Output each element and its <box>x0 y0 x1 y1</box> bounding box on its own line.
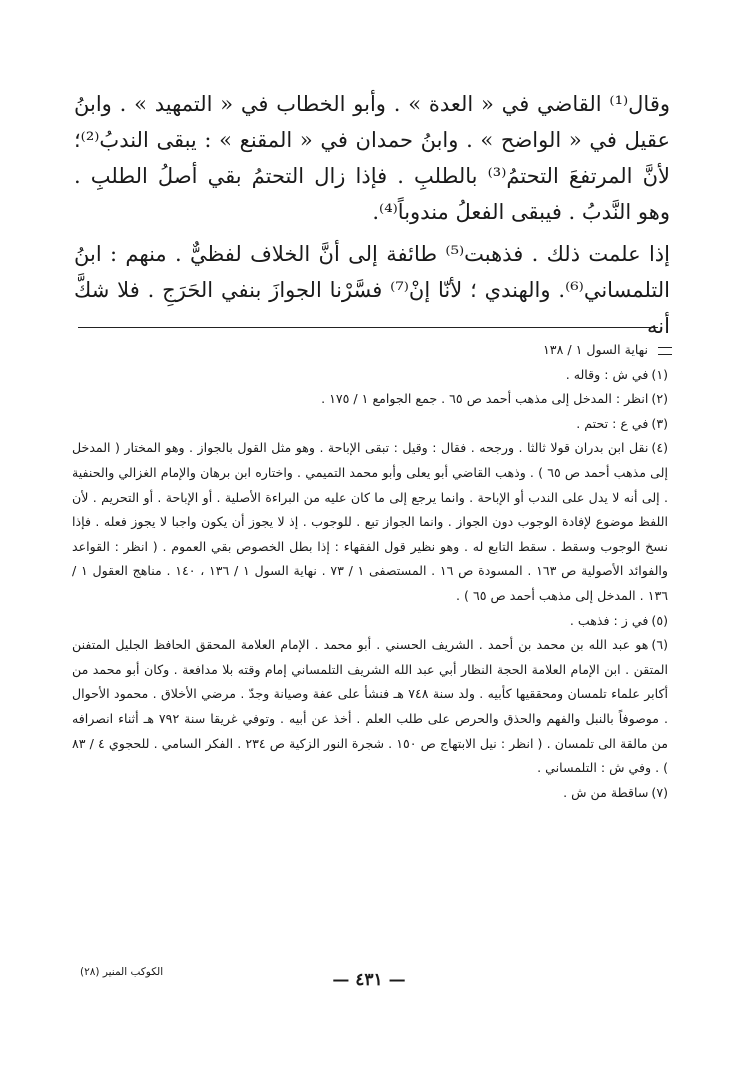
main-text <box>74 86 670 344</box>
footnote-source-text: نهاية السول ١ / ١٣٨ <box>543 342 648 357</box>
main-paragraph: إذا علمت ذلك . فذهبت⁽⁵⁾ طائفة إلى أنَّ الخلاف لفظيٌّ . منهم : ابنُ التلمساني⁽⁶⁾. والهندي ؛ لأنّا إنْ⁽⁷⁾ فسَّرْنا الجوازَ بنفي الحَرَجِ . فلا شكَّ أنه <box>74 242 670 338</box>
footnote-separator <box>78 327 658 328</box>
footnote-number: (٤) <box>651 440 668 456</box>
footnote-2 <box>72 387 668 412</box>
footnote-number: (٥) <box>651 612 668 628</box>
footnote-text: نقل ابن بدران قولا ثالثا . ورجحه . فقال : وقيل : تبقى الإباحة . وهو مثل القول بالجواز . وهو المختار ( المدخل إلى مذهب أحمد ص ٦٥ ) . وذهب القاضي أبو يعلى وأبو محمد التميمي . واختاره ابن برهان والإمام الغزالي والحنفية . إلى أنه لا يدل على الندب أو الإباحة . وانما يرجع إلى ما كان عليه من البراءة الأصلية . أو الإباحة . أو التحريم . لأن اللفظ موضوع لإفادة الوجوب دون الجواز . وانما الجواز تبع . للوجوب . إذ لا يجوز أن يكون واجبا لا يجوز فعله . فإذا نسخ الوجوب وسقط . سقط التابع له . وهو نظير قول الفقهاء : إذا بطل الخصوص بقي العموم . ( انظر : القواعد والفوائد الأصولية ص ١٦٣ . المسودة ص ١٦ . المستصفى ١ / ٧٣ . نهاية السول ١ / ١٣٦ ، ١٤٠ . مناهج العقول ١ / ١٣٦ . المدخل إلى مذهب أحمد ص ٦٥ ) . <box>72 440 668 603</box>
footnote-text: هو عبد الله بن محمد بن أحمد . الشريف الحسني . أبو محمد . الإمام العلامة المحقق الحافظ الجليل المتفنن المتقن . ابن الإمام العلامة الحجة النظار أبي عبد الله الشريف التلمساني إمام وقته بلا مدافعة . وكان أبو محمد من أكابر علماء تلمسان ومحققيها كأبيه . ولد سنة ٧٤٨ هـ فنشأ على عفة وصيانة وجدّ . مرضي الأخلاق . محمود الأحوال . موصوفاً بالنبل والفهم والحذق والحرص على طلب العلم . أخذ عن أبيه . وتوفي غريقا سنة ٧٩٢ هـ أثناء انصرافه من مالقة الى تلمسان . ( انظر : نيل الابتهاج ص ١٥٠ . شجرة النور الزكية ص ٢٣٤ . الفكر السامي . للحجوي ٤ / ٨٣ ) . وفي ش : التلمساني . <box>72 637 668 776</box>
footnote-4 <box>72 436 668 608</box>
footnotes <box>72 338 668 805</box>
footnote-text: ساقطة من ش . <box>563 784 649 800</box>
footnote-number: (٢) <box>651 391 668 407</box>
footnote-text: في ع : تحتم . <box>576 415 649 431</box>
footnote-number: (١) <box>651 366 668 382</box>
footnote-7 <box>72 781 668 806</box>
footnote-text: في ز : فذهب . <box>569 612 649 628</box>
footnote-source <box>72 338 668 363</box>
footnote-number: (٣) <box>651 415 668 431</box>
page-number: — ٤٣١ — <box>332 970 406 990</box>
footnote-5 <box>72 609 668 634</box>
footnote-text: في ش : وقاله . <box>565 366 649 382</box>
source-mark-icon <box>658 347 672 355</box>
footnote-text: انظر : المدخل إلى مذهب أحمد ص ٦٥ . جمع الجوامع ١ / ١٧٥ . <box>321 391 649 407</box>
footnote-number: (٦) <box>651 637 668 653</box>
footnote-number: (٧) <box>651 784 668 800</box>
main-paragraph: وقال⁽¹⁾ القاضي في « العدة » . وأبو الخطاب في « التمهيد » . وابنُ عقيل في « الواضح » . وابنُ حمدان في « المقنع » : يبقى الندبُ⁽²⁾؛ لأنَّ المرتفعَ التحتمُ⁽³⁾ بالطلبِ . فإذا زال التحتمُ بقي أصلُ الطلبِ . وهو النَّدبُ . فيبقى الفعلُ مندوباً⁽⁴⁾. <box>74 92 670 224</box>
signature-mark: الكوكب المنير (٢٨) <box>80 966 164 978</box>
footnote-3 <box>72 412 668 437</box>
footnote-1 <box>72 363 668 388</box>
footnote-6 <box>72 633 668 781</box>
